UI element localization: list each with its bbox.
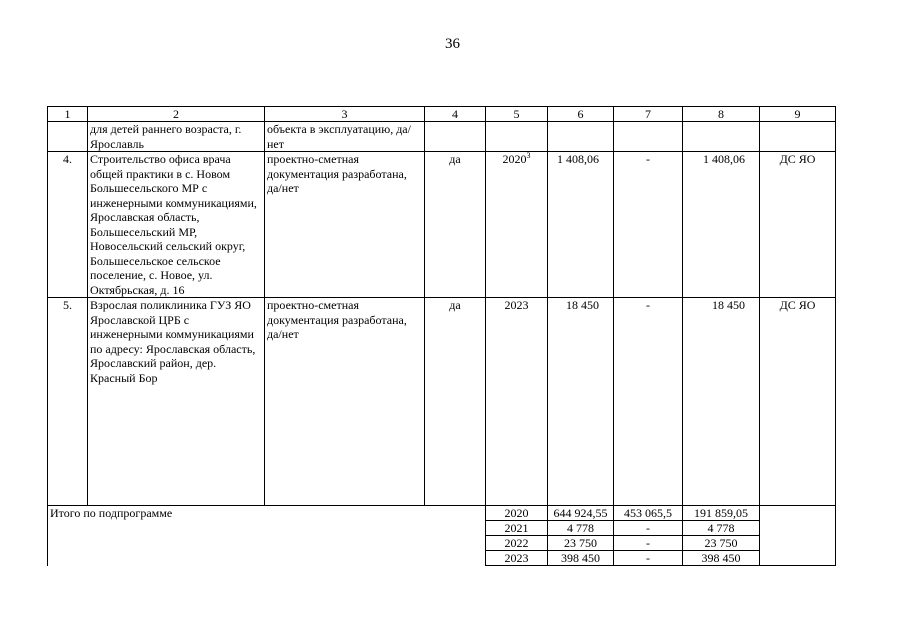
year-cell bbox=[486, 152, 548, 298]
totals-year: 2022 bbox=[486, 536, 548, 551]
indicator-value bbox=[425, 122, 486, 152]
totals-total: 644 924,55 bbox=[548, 506, 614, 521]
totals-row bbox=[48, 506, 836, 521]
year bbox=[486, 122, 548, 152]
total-amount bbox=[548, 122, 614, 152]
row-number: 5. bbox=[48, 298, 88, 506]
regional-amount bbox=[683, 122, 760, 152]
indicator-value: да bbox=[425, 152, 486, 298]
indicator: объекта в эксплуатацию, да/нет bbox=[265, 122, 425, 152]
header-cell: 2 bbox=[88, 107, 265, 122]
totals-empty-cell bbox=[760, 506, 836, 566]
row-number: 4. bbox=[48, 152, 88, 298]
totals-federal: - bbox=[614, 536, 683, 551]
totals-regional: 398 450 bbox=[683, 551, 760, 566]
totals-total: 4 778 bbox=[548, 521, 614, 536]
federal-amount: - bbox=[614, 152, 683, 298]
row-number bbox=[48, 122, 88, 152]
funding-source bbox=[760, 122, 836, 152]
table-row bbox=[48, 152, 836, 298]
totals-regional: 23 750 bbox=[683, 536, 760, 551]
object-name: для детей раннего возраста, г. Ярославль bbox=[88, 122, 265, 152]
header-cell: 4 bbox=[425, 107, 486, 122]
total-amount: 18 450 bbox=[548, 298, 614, 506]
year: 2020 bbox=[502, 152, 527, 166]
header-cell: 7 bbox=[614, 107, 683, 122]
subprogram-table bbox=[47, 106, 836, 566]
funding-source: ДС ЯО bbox=[760, 298, 836, 506]
total-amount: 1 408,06 bbox=[548, 152, 614, 298]
header-cell: 6 bbox=[548, 107, 614, 122]
footnote-mark: 3 bbox=[526, 151, 531, 160]
indicator: проектно-сметная документация разработана, да/нет bbox=[265, 298, 425, 506]
totals-year: 2023 bbox=[486, 551, 548, 566]
totals-year: 2020 bbox=[486, 506, 548, 521]
totals-federal: - bbox=[614, 521, 683, 536]
regional-amount: 18 450 bbox=[683, 298, 760, 506]
header-cell: 8 bbox=[683, 107, 760, 122]
header-cell: 5 bbox=[486, 107, 548, 122]
totals-label: Итого по подпрограмме bbox=[48, 506, 486, 566]
totals-regional: 191 859,05 bbox=[683, 506, 760, 521]
table-row bbox=[48, 298, 836, 506]
header-cell: 1 bbox=[48, 107, 88, 122]
totals-total: 23 750 bbox=[548, 536, 614, 551]
funding-source: ДС ЯО bbox=[760, 152, 836, 298]
totals-federal: - bbox=[614, 551, 683, 566]
federal-amount bbox=[614, 122, 683, 152]
totals-federal: 453 065,5 bbox=[614, 506, 683, 521]
federal-amount: - bbox=[614, 298, 683, 506]
object-name: Строительство офиса врача общей практики в с. Новом Большесельского МР с инженерными коммуникациями, Ярославская область, Большесельский МР, Новосельский сельский округ, Большесельское сельское поселение, с. Новое, ул. Октябрьская, д. 16 bbox=[88, 152, 265, 298]
indicator: проектно-сметная документация разработана, да/нет bbox=[265, 152, 425, 298]
page-number: 36 bbox=[445, 36, 460, 52]
header-row bbox=[48, 107, 836, 122]
totals-total: 398 450 bbox=[548, 551, 614, 566]
regional-amount: 1 408,06 bbox=[683, 152, 760, 298]
year: 2023 bbox=[486, 298, 548, 506]
object-name: Взрослая поликлиника ГУЗ ЯО Ярославской ЦРБ с инженерными коммуникациями по адресу: Ярославская область, Ярославский район, дер. Красный Бор bbox=[88, 298, 265, 506]
header-cell: 3 bbox=[265, 107, 425, 122]
totals-year: 2021 bbox=[486, 521, 548, 536]
indicator-value: да bbox=[425, 298, 486, 506]
table-row bbox=[48, 122, 836, 152]
header-cell: 9 bbox=[760, 107, 836, 122]
totals-regional: 4 778 bbox=[683, 521, 760, 536]
